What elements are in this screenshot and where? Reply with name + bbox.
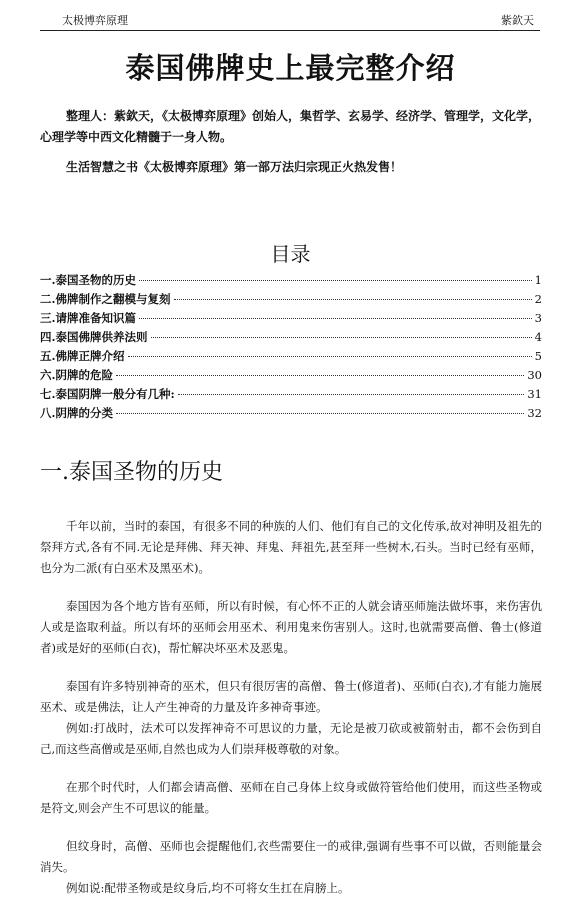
toc-heading: 目录	[270, 242, 311, 266]
toc-item-page: 4	[534, 330, 542, 344]
toc-item-label: 二.佛牌制作之翻模与复刻	[40, 292, 171, 306]
toc-item-label: 一.泰国圣物的历史	[40, 273, 137, 287]
toc-leader-dots	[139, 280, 532, 281]
book-promo: 生活智慧之书《太极博弈原理》第一部万法归宗现正火热发售！	[66, 160, 403, 174]
toc-leader-dots	[116, 413, 524, 414]
toc-item-page: 30	[527, 368, 542, 382]
toc-item-label: 六.阴牌的危险	[40, 368, 114, 382]
running-header	[40, 8, 540, 31]
header-right-text: 紫欽天	[501, 14, 534, 27]
body-paragraph: 在那个时代时，人们都会请高僧、巫师在自己身体上纹身或做符管给他们使用，而这些圣物或是符文,则会产生不可思议的能量。	[40, 780, 542, 815]
body-paragraph: 例如说:配带圣物或是纹身后,均不可将女生扛在肩膀上。	[66, 881, 350, 895]
table-of-contents	[40, 272, 542, 424]
toc-item[interactable]	[40, 367, 542, 386]
toc-item-label: 五.佛牌正牌介绍	[40, 349, 125, 363]
body-paragraph: 千年以前，当时的泰国，有很多不同的种族的人们、他们有自己的文化传承,故对神明及祖先的祭拜方式,各有不同.无论是拜佛、拜天神、拜鬼、拜祖先,甚至拜一些树木,石头。当时已经有巫师，也分为二派(有白巫术及黑巫术)。	[40, 519, 542, 575]
toc-item-label: 三.请牌准备知识篇	[40, 311, 137, 325]
toc-item-label: 七.泰国阴牌一般分有几种:	[40, 387, 175, 401]
body-paragraph: 泰国因为各个地方皆有巫师，所以有时候，有心怀不正的人就会请巫师施法做坏事，来伤害仇人或是盗取利益。所以有坏的巫师会用巫术、利用鬼来伤害别人。这时,也就需要高僧、鲁士(修道者)或是好的巫师(白衣)，帮忙解决坏巫术及恶鬼。	[40, 599, 542, 655]
toc-item-label: 四.泰国佛牌供养法则	[40, 330, 148, 344]
toc-item[interactable]	[40, 405, 542, 424]
toc-item[interactable]	[40, 386, 542, 405]
toc-leader-dots	[116, 375, 524, 376]
toc-item[interactable]	[40, 329, 542, 348]
toc-leader-dots	[174, 299, 532, 300]
toc-leader-dots	[139, 318, 532, 319]
section-body	[40, 516, 542, 899]
toc-item[interactable]	[40, 291, 542, 310]
header-left-text: 太极博弈原理	[62, 14, 128, 27]
section-heading: 一.泰国圣物的历史	[40, 460, 223, 485]
toc-item-page: 31	[527, 387, 542, 401]
toc-leader-dots	[128, 356, 532, 357]
toc-item-page: 5	[534, 349, 542, 363]
toc-item-page: 1	[534, 273, 542, 287]
author-intro: 整理人：紫欽天，《太极博弈原理》创始人，集哲学、玄易学、经济学、管理学，文化学，心理学等中西文化精髓于一身人物。	[40, 109, 541, 144]
toc-leader-dots	[151, 337, 532, 338]
toc-leader-dots	[178, 394, 525, 395]
body-paragraph: 泰国有许多特别神奇的巫术，但只有很厉害的高僧、鲁士(修道者)、巫师(白衣),才有能力施展巫术、或是佛法，让人产生神奇的力量及许多神奇事迹。	[40, 679, 542, 714]
toc-item-page: 32	[527, 406, 542, 420]
document-title: 泰国佛牌史上最完整介绍	[125, 51, 456, 85]
toc-item-page: 2	[534, 292, 542, 306]
toc-item[interactable]	[40, 348, 542, 367]
body-paragraph: 例如:打战时，法术可以发挥神奇不可思议的力量，无论是被刀砍或被箭射击，都不会伤到自己,而这些高僧或是巫师,自然也成为人们崇拜极尊敬的对象。	[40, 721, 542, 756]
toc-item-page: 3	[534, 311, 542, 325]
toc-item-label: 八.阴牌的分类	[40, 406, 114, 420]
body-paragraph: 但纹身时，高僧、巫师也会提醒他们,衣些需要住一的戒律,强调有些事不可以做，否则能量会消失。	[40, 839, 542, 874]
toc-item[interactable]	[40, 272, 542, 291]
toc-item[interactable]	[40, 310, 542, 329]
